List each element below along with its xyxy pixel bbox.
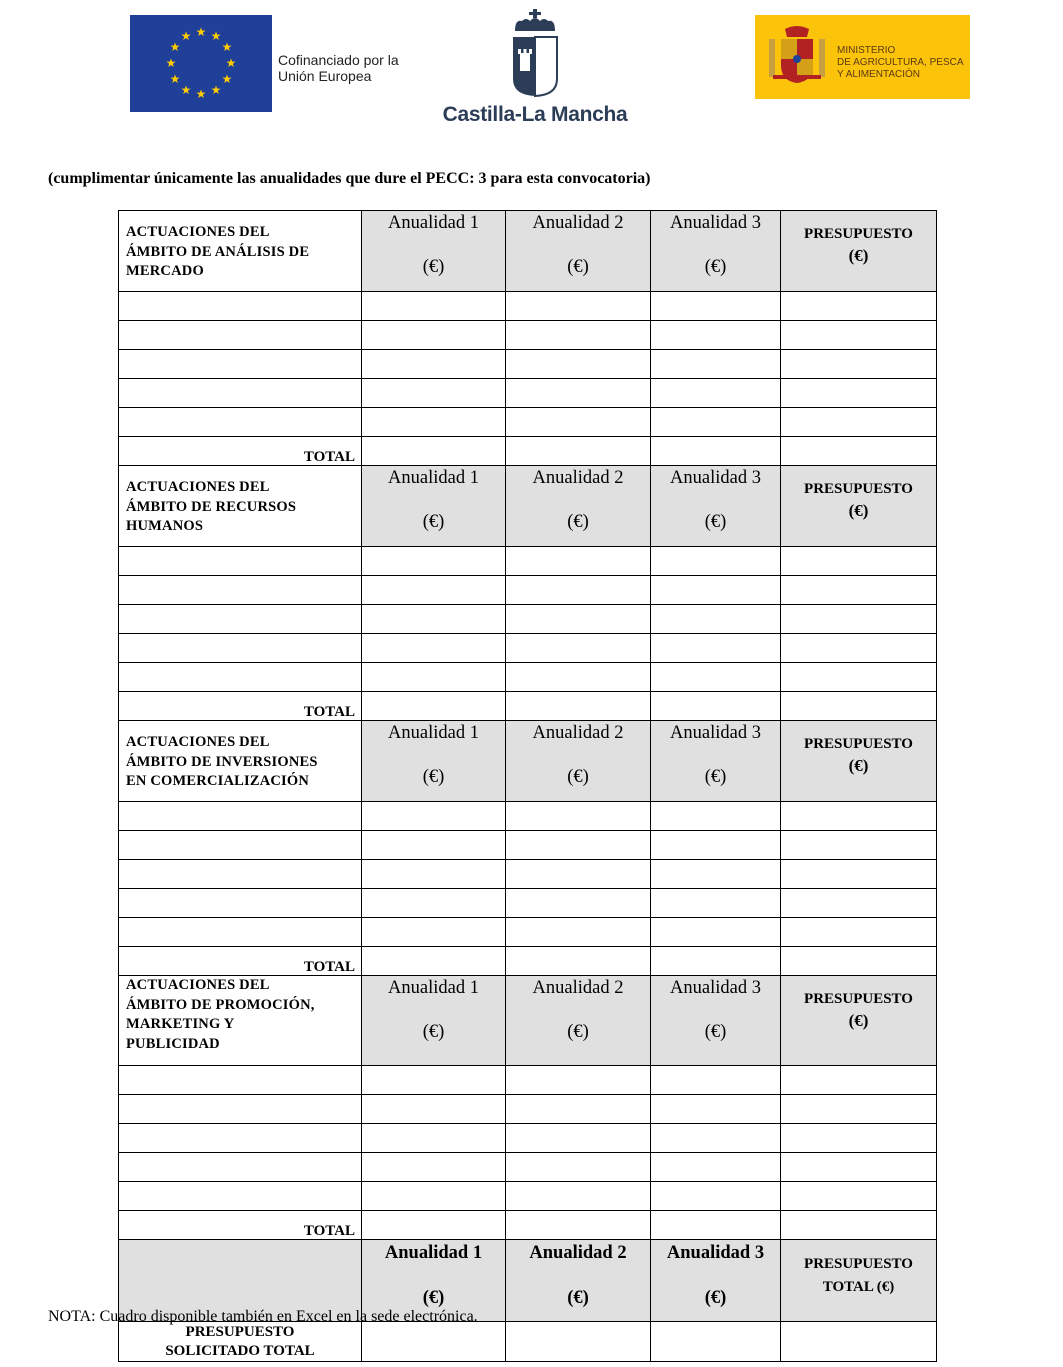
presupuesto-label: PRESUPUESTO [804, 991, 913, 1007]
section-title-line: MERCADO [126, 263, 204, 279]
presupuesto-cell[interactable] [781, 321, 937, 350]
euro-unit: (€) [422, 512, 445, 532]
table-row [119, 663, 937, 692]
section-title-line: PUBLICIDAD [126, 1035, 220, 1052]
svg-text:★: ★ [210, 83, 222, 97]
actuacion-cell[interactable] [119, 379, 362, 408]
svg-text:★: ★ [225, 56, 237, 70]
anualidad-3-cell[interactable] [651, 321, 781, 350]
instruction-text: (cumplimentar únicamente las anualidades que dure el PECC: 3 para esta convocatoria) [48, 170, 651, 187]
footnote: NOTA: Cuadro disponible también en Excel en la sede electrónica. [48, 1308, 478, 1325]
ministry-line-1: MINISTERIO [837, 45, 896, 56]
anualidad-1-cell[interactable] [362, 1066, 506, 1095]
anualidad-1-cell[interactable] [362, 1153, 506, 1182]
total-presupuesto-cell[interactable] [781, 692, 937, 721]
presupuesto-cell[interactable] [781, 918, 937, 947]
section-header-row [119, 721, 937, 802]
section-title-line: MARKETING Y [126, 1016, 235, 1032]
table-row [119, 408, 937, 437]
total-anualidad-2-cell[interactable] [506, 947, 651, 976]
section-title-line: HUMANOS [126, 518, 204, 534]
anualidad-2-cell[interactable] [506, 918, 651, 947]
actuacion-cell[interactable] [119, 663, 362, 692]
table-row [119, 831, 937, 860]
presupuesto-cell[interactable] [781, 292, 937, 321]
total-row [119, 1211, 937, 1240]
presupuesto-total-header [781, 1240, 937, 1322]
actuacion-cell[interactable] [119, 1182, 362, 1211]
actuacion-cell[interactable] [119, 576, 362, 605]
table-row [119, 918, 937, 947]
actuacion-cell[interactable] [119, 292, 362, 321]
anualidad-2-header [506, 1240, 651, 1322]
anualidad-3-cell[interactable] [651, 831, 781, 860]
presupuesto-cell[interactable] [781, 408, 937, 437]
table-row [119, 605, 937, 634]
anualidad-label: Anualidad 2 [532, 468, 624, 488]
svg-text:★: ★ [180, 83, 192, 97]
eu-stars-icon [130, 15, 272, 112]
table-row [119, 576, 937, 605]
eu-cofinancing-text [278, 52, 399, 84]
anualidad-2-cell[interactable] [506, 1066, 651, 1095]
svg-text:★: ★ [165, 56, 177, 70]
presupuesto-header [781, 721, 937, 802]
anualidad-2-cell[interactable] [506, 1182, 651, 1211]
anualidad-3-header [651, 1240, 781, 1322]
actuacion-cell[interactable] [119, 1066, 362, 1095]
anualidad-label: Anualidad 1 [388, 468, 479, 488]
section-header-row [119, 211, 937, 292]
anualidad-1-cell[interactable] [362, 663, 506, 692]
anualidad-label: Anualidad 1 [384, 1243, 483, 1263]
actuacion-cell[interactable] [119, 831, 362, 860]
anualidad-3-header [651, 721, 781, 802]
anualidad-2-cell[interactable] [506, 831, 651, 860]
total-label: TOTAL [119, 437, 362, 466]
section-title-line: ACTUACIONES DEL [126, 734, 270, 750]
total-presupuesto-cell[interactable] [781, 437, 937, 466]
anualidad-1-cell[interactable] [362, 634, 506, 663]
presupuesto-total-line-1: PRESUPUESTO [804, 1256, 913, 1272]
anualidad-3-cell[interactable] [651, 1182, 781, 1211]
presupuesto-header [781, 211, 937, 292]
anualidad-1-header [362, 976, 506, 1066]
total-anualidad-3-cell[interactable] [651, 692, 781, 721]
svg-text:★: ★ [180, 29, 192, 43]
anualidad-2-cell[interactable] [506, 802, 651, 831]
svg-text:★: ★ [169, 40, 181, 54]
anualidad-1-header [362, 211, 506, 292]
anualidad-2-cell[interactable] [506, 889, 651, 918]
section-title-line: ÁMBITO DE ANÁLISIS DE [126, 243, 310, 260]
anualidad-3-cell[interactable] [651, 292, 781, 321]
total-anualidad-2-cell[interactable] [506, 692, 651, 721]
section-title-line: ACTUACIONES DEL [126, 977, 270, 993]
presupuesto-cell[interactable] [781, 1095, 937, 1124]
ministry-line-3: Y ALIMENTACIÓN [837, 69, 920, 80]
presupuesto-cell[interactable] [781, 379, 937, 408]
euro-unit: (€) [422, 1022, 445, 1042]
presupuesto-total-line-2: TOTAL (€) [822, 1279, 895, 1295]
anualidad-3-cell[interactable] [651, 1095, 781, 1124]
svg-text:★: ★ [169, 72, 181, 86]
solicitado-presupuesto-total-cell[interactable] [781, 1322, 937, 1362]
total-label: TOTAL [119, 947, 362, 976]
anualidad-3-cell[interactable] [651, 634, 781, 663]
presupuesto-cell[interactable] [781, 802, 937, 831]
table-row [119, 1182, 937, 1211]
section-title [119, 466, 362, 547]
anualidad-3-cell[interactable] [651, 1066, 781, 1095]
clm-shield-icon [510, 9, 560, 97]
anualidad-1-cell[interactable] [362, 918, 506, 947]
total-anualidad-1-cell[interactable] [362, 947, 506, 976]
svg-text:★: ★ [195, 25, 207, 39]
anualidad-1-cell[interactable] [362, 1124, 506, 1153]
actuacion-cell[interactable] [119, 634, 362, 663]
presupuesto-cell[interactable] [781, 547, 937, 576]
anualidad-2-cell[interactable] [506, 663, 651, 692]
anualidad-label: Anualidad 3 [666, 1243, 765, 1263]
anualidad-label: Anualidad 1 [388, 723, 479, 743]
actuacion-cell[interactable] [119, 1095, 362, 1124]
anualidad-1-cell[interactable] [362, 1182, 506, 1211]
presupuesto-cell[interactable] [781, 634, 937, 663]
presupuesto-header [781, 466, 937, 547]
actuacion-cell[interactable] [119, 321, 362, 350]
anualidad-2-cell[interactable] [506, 1153, 651, 1182]
presupuesto-cell[interactable] [781, 663, 937, 692]
table-row [119, 1153, 937, 1182]
summary-row [119, 1322, 937, 1362]
eu-text-line-2: Unión Europea [278, 68, 372, 84]
section-title [119, 976, 362, 1066]
solicitado-line-2: SOLICITADO TOTAL [165, 1343, 315, 1359]
total-row [119, 437, 937, 466]
anualidad-2-cell[interactable] [506, 1124, 651, 1153]
anualidad-2-cell[interactable] [506, 292, 651, 321]
euro-unit: (€) [704, 512, 727, 532]
anualidad-1-cell[interactable] [362, 321, 506, 350]
anualidad-label: Anualidad 3 [670, 978, 761, 998]
presupuesto-cell[interactable] [781, 1153, 937, 1182]
anualidad-2-header [506, 721, 651, 802]
anualidad-2-cell[interactable] [506, 634, 651, 663]
section-title [119, 721, 362, 802]
anualidad-3-cell[interactable] [651, 576, 781, 605]
total-label: TOTAL [119, 692, 362, 721]
table-row [119, 1066, 937, 1095]
presupuesto-cell[interactable] [781, 889, 937, 918]
presupuesto-cell[interactable] [781, 576, 937, 605]
total-anualidad-3-cell[interactable] [651, 1211, 781, 1240]
total-anualidad-2-cell[interactable] [506, 1211, 651, 1240]
table-row [119, 802, 937, 831]
presupuesto-cell[interactable] [781, 605, 937, 634]
clm-logo-text: Castilla-La Mancha [442, 103, 628, 126]
actuacion-cell[interactable] [119, 889, 362, 918]
anualidad-1-cell[interactable] [362, 576, 506, 605]
anualidad-1-cell[interactable] [362, 379, 506, 408]
actuacion-cell[interactable] [119, 1124, 362, 1153]
section-title-line: EN COMERCIALIZACIÓN [126, 773, 310, 789]
actuacion-cell[interactable] [119, 860, 362, 889]
anualidad-2-header [506, 211, 651, 292]
anualidad-3-cell[interactable] [651, 889, 781, 918]
eu-flag-logo [130, 15, 272, 112]
anualidad-label: Anualidad 3 [670, 468, 761, 488]
total-label: TOTAL [119, 1211, 362, 1240]
anualidad-1-cell[interactable] [362, 1095, 506, 1124]
solicitado-anualidad-2-cell[interactable] [506, 1322, 651, 1362]
table-row [119, 547, 937, 576]
section-title-line: ACTUACIONES DEL [126, 224, 270, 240]
table-row [119, 889, 937, 918]
anualidad-2-cell[interactable] [506, 408, 651, 437]
svg-text:★: ★ [195, 87, 207, 101]
euro-unit: (€) [567, 1022, 589, 1042]
presupuesto-label: PRESUPUESTO [804, 226, 913, 242]
ministry-logo [755, 15, 970, 99]
euro-unit: (€) [567, 1288, 589, 1308]
ministry-text [837, 45, 964, 81]
svg-text:★: ★ [221, 40, 233, 54]
euro-unit: (€) [704, 1288, 727, 1308]
anualidad-1-cell[interactable] [362, 408, 506, 437]
anualidad-label: Anualidad 2 [532, 978, 624, 998]
actuacion-cell[interactable] [119, 918, 362, 947]
actuacion-cell[interactable] [119, 1153, 362, 1182]
total-anualidad-1-cell[interactable] [362, 692, 506, 721]
total-anualidad-1-cell[interactable] [362, 1211, 506, 1240]
euro-unit: (€) [567, 512, 589, 532]
anualidad-2-cell[interactable] [506, 321, 651, 350]
section-title-line: ÁMBITO DE RECURSOS [126, 498, 297, 515]
table-row [119, 321, 937, 350]
total-presupuesto-cell[interactable] [781, 947, 937, 976]
ministry-line-2: DE AGRICULTURA, PESCA [837, 57, 964, 68]
anualidad-3-cell[interactable] [651, 350, 781, 379]
actuacion-cell[interactable] [119, 605, 362, 634]
anualidad-1-cell[interactable] [362, 547, 506, 576]
euro-unit: (€) [848, 501, 869, 520]
table-row [119, 1095, 937, 1124]
presupuesto-cell[interactable] [781, 831, 937, 860]
table-row [119, 350, 937, 379]
section-title-line: ÁMBITO DE PROMOCIÓN, [126, 996, 315, 1013]
solicitado-anualidad-1-cell[interactable] [362, 1322, 506, 1362]
anualidad-1-cell[interactable] [362, 802, 506, 831]
anualidad-label: Anualidad 3 [670, 723, 761, 743]
anualidad-3-header [651, 466, 781, 547]
euro-unit: (€) [848, 756, 869, 775]
total-anualidad-1-cell[interactable] [362, 437, 506, 466]
anualidad-2-header [506, 466, 651, 547]
anualidad-2-cell[interactable] [506, 576, 651, 605]
anualidad-2-cell[interactable] [506, 860, 651, 889]
anualidad-label: Anualidad 1 [388, 978, 479, 998]
budget-table [118, 210, 937, 1362]
anualidad-2-cell[interactable] [506, 379, 651, 408]
total-presupuesto-cell[interactable] [781, 1211, 937, 1240]
castilla-la-mancha-logo [440, 5, 630, 130]
anualidad-3-header [651, 976, 781, 1066]
svg-text:★: ★ [221, 72, 233, 86]
anualidad-label: Anualidad 2 [532, 723, 624, 743]
anualidad-1-cell[interactable] [362, 350, 506, 379]
anualidad-3-cell[interactable] [651, 408, 781, 437]
anualidad-1-cell[interactable] [362, 605, 506, 634]
anualidad-3-cell[interactable] [651, 1153, 781, 1182]
actuacion-cell[interactable] [119, 802, 362, 831]
euro-unit: (€) [567, 767, 589, 787]
euro-unit: (€) [567, 257, 589, 277]
presupuesto-solicitado-total-label [119, 1322, 362, 1362]
eu-text-line-1: Cofinanciado por la [278, 52, 399, 68]
anualidad-3-cell[interactable] [651, 860, 781, 889]
presupuesto-cell[interactable] [781, 1066, 937, 1095]
anualidad-1-cell[interactable] [362, 860, 506, 889]
anualidad-2-header [506, 976, 651, 1066]
presupuesto-header [781, 976, 937, 1066]
euro-unit: (€) [704, 1022, 727, 1042]
anualidad-1-cell[interactable] [362, 292, 506, 321]
actuacion-cell[interactable] [119, 350, 362, 379]
svg-text:★: ★ [210, 29, 222, 43]
section-title [119, 211, 362, 292]
anualidad-3-cell[interactable] [651, 918, 781, 947]
presupuesto-cell[interactable] [781, 1182, 937, 1211]
euro-unit: (€) [422, 257, 445, 277]
table-row [119, 379, 937, 408]
actuacion-cell[interactable] [119, 408, 362, 437]
anualidad-2-cell[interactable] [506, 1095, 651, 1124]
anualidad-1-header [362, 721, 506, 802]
anualidad-3-cell[interactable] [651, 379, 781, 408]
anualidad-2-cell[interactable] [506, 605, 651, 634]
euro-unit: (€) [704, 767, 727, 787]
section-title-line: ÁMBITO DE INVERSIONES [126, 753, 318, 770]
anualidad-2-cell[interactable] [506, 350, 651, 379]
table-row [119, 860, 937, 889]
anualidad-3-cell[interactable] [651, 802, 781, 831]
solicitado-line-1: PRESUPUESTO [185, 1324, 295, 1340]
total-anualidad-3-cell[interactable] [651, 947, 781, 976]
euro-unit: (€) [704, 257, 727, 277]
table-row [119, 292, 937, 321]
anualidad-3-cell[interactable] [651, 605, 781, 634]
anualidad-1-cell[interactable] [362, 831, 506, 860]
spain-coat-of-arms-icon [767, 25, 827, 87]
euro-unit: (€) [848, 246, 869, 265]
table-row [119, 1124, 937, 1153]
euro-unit: (€) [848, 1011, 869, 1030]
total-anualidad-3-cell[interactable] [651, 437, 781, 466]
table-row [119, 634, 937, 663]
anualidad-1-header [362, 466, 506, 547]
presupuesto-cell[interactable] [781, 1124, 937, 1153]
total-row [119, 692, 937, 721]
section-header-row [119, 466, 937, 547]
anualidad-label: Anualidad 2 [529, 1243, 627, 1263]
actuacion-cell[interactable] [119, 547, 362, 576]
anualidad-3-header [651, 211, 781, 292]
euro-unit: (€) [422, 767, 445, 787]
presupuesto-cell[interactable] [781, 860, 937, 889]
anualidad-label: Anualidad 1 [388, 213, 479, 233]
anualidad-1-cell[interactable] [362, 889, 506, 918]
presupuesto-label: PRESUPUESTO [804, 481, 913, 497]
solicitado-anualidad-3-cell[interactable] [651, 1322, 781, 1362]
anualidad-3-cell[interactable] [651, 1124, 781, 1153]
anualidad-label: Anualidad 2 [532, 213, 624, 233]
presupuesto-label: PRESUPUESTO [804, 736, 913, 752]
anualidad-3-cell[interactable] [651, 663, 781, 692]
section-title-line: ACTUACIONES DEL [126, 479, 270, 495]
euro-unit: (€) [422, 1288, 445, 1308]
anualidad-2-cell[interactable] [506, 547, 651, 576]
anualidad-label: Anualidad 3 [670, 213, 761, 233]
total-row [119, 947, 937, 976]
total-anualidad-2-cell[interactable] [506, 437, 651, 466]
section-header-row [119, 976, 937, 1066]
presupuesto-cell[interactable] [781, 350, 937, 379]
anualidad-3-cell[interactable] [651, 547, 781, 576]
